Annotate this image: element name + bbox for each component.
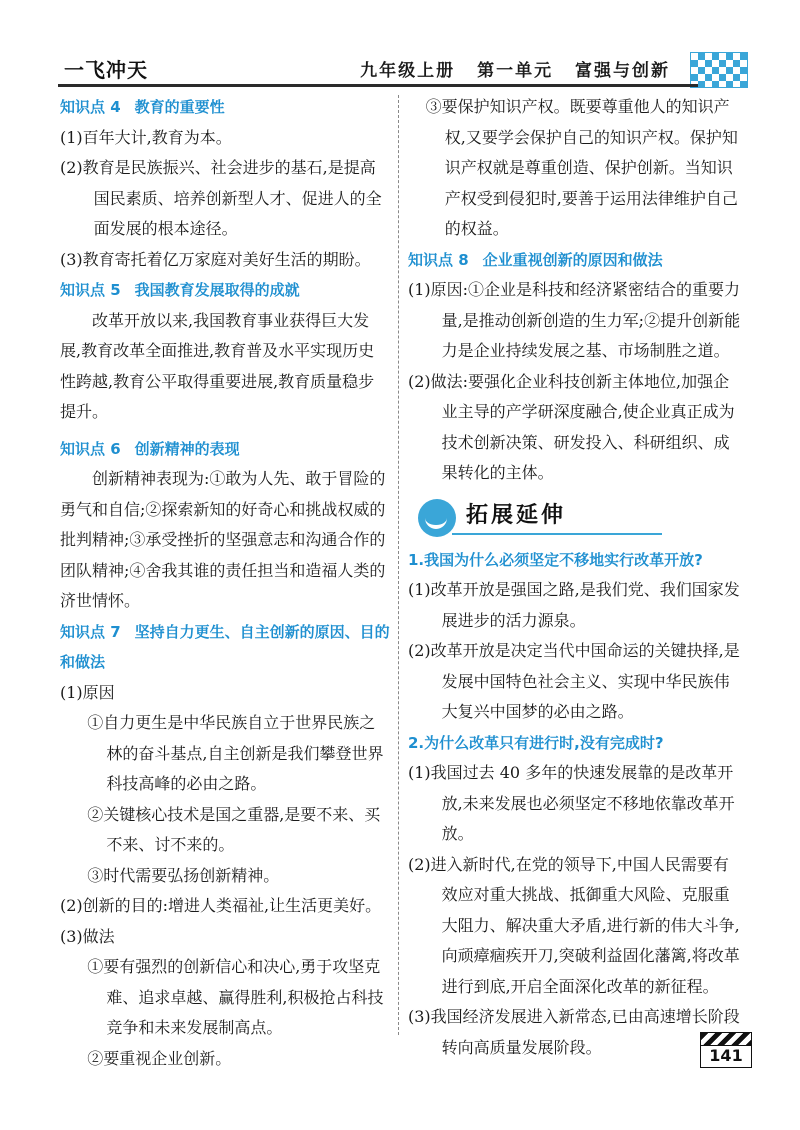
list-item: ③时代需要弘扬创新精神。	[87, 865, 280, 885]
list-item: (3)教育寄托着亿万家庭对美好生活的期盼。	[60, 249, 371, 269]
list-item: (3)我国经济发展进入新常态,已由高速增长阶段转向高质量发展阶段。	[408, 1007, 740, 1057]
list-item: (2)做法:要强化企业科技创新主体地位,加强企业主导的产学研深度融合,使企业真正成为技术创新决策、研发投入、科研组织、成果转化的主体。	[408, 371, 735, 482]
list-item: (1)我国过去 40 多年的快速发展靠的是改革开放,未来发展也必须坚定不移地依靠改革开放。	[408, 763, 735, 843]
kp-number: 知识点 8	[408, 250, 469, 269]
paragraph: 改革开放以来,我国教育事业获得巨大发展,教育改革全面推进,教育普及水平实现历史性跨越,教育公平取得重要进展,教育质量稳步提升。	[60, 310, 375, 421]
kp-title: 教育的重要性	[134, 98, 225, 116]
kp-number: 知识点 6	[60, 439, 121, 458]
page-number: 141	[700, 1045, 752, 1068]
checker-decoration	[690, 52, 748, 88]
column-divider	[398, 95, 399, 1035]
knowledge-point-5-heading	[60, 275, 390, 306]
header-grade: 九年级上册	[360, 61, 456, 81]
clapper-stripes	[700, 1032, 752, 1046]
brand-logo: 一飞冲天	[64, 58, 148, 82]
header-unit: 第一单元	[477, 61, 554, 81]
kp-number: 知识点 5	[60, 281, 121, 299]
list-item: (2)改革开放是决定当代中国命运的关键抉择,是发展中国特色社会主义、实现中华民族伟大复兴中国梦的必由之路。	[408, 641, 740, 721]
question-1: 1.我国为什么必须坚定不移地实行改革开放?	[408, 550, 703, 569]
sub-heading: (1)原因	[60, 682, 115, 702]
knowledge-point-7-heading	[60, 617, 390, 678]
list-item: (1)改革开放是强国之路,是我们党、我们国家发展进步的活力源泉。	[408, 580, 740, 630]
list-item: (2)教育是民族振兴、社会进步的基石,是提高国民素质、培养创新型人才、促进人的全面发展的根本途径。	[60, 158, 382, 238]
knowledge-point-6-heading	[60, 434, 390, 465]
header-unit-title: 富强与创新	[575, 61, 670, 81]
list-item: ②关键核心技术是国之重器,是要不来、买不来、讨不来的。	[87, 804, 381, 854]
sub-heading: (3)做法	[60, 926, 115, 946]
kp-title: 坚持自力更生、自主创新的原因、目的和做法	[60, 622, 390, 671]
extension-title: 拓展延伸	[466, 502, 567, 528]
header-rule	[58, 84, 698, 87]
list-item: (2)创新的目的:增进人类福祉,让生活更美好。	[60, 896, 382, 915]
knowledge-point-8-heading	[408, 245, 744, 276]
list-item: ③要保护知识产权。既要尊重他人的知识产权,又要学会保护自己的知识产权。保护知识产权就是尊重创造、保护创新。当知识产权受到侵犯时,要善于运用法律维护自己的权益。	[425, 97, 738, 238]
kp-title: 企业重视创新的原因和做法	[482, 250, 663, 269]
kp-number: 知识点 4	[60, 98, 121, 116]
right-column	[408, 92, 744, 1063]
paragraph: 创新精神表现为:①敢为人先、敢于冒险的勇气和自信;②探索新知的好奇心和挑战权威的批判精神;③承受挫折的坚强意志和沟通合作的团队精神;④舍我其谁的责任担当和造福人类的济世情怀。	[60, 469, 386, 610]
header-title	[346, 56, 670, 81]
list-item: (1)原因:①企业是科技和经济紧密结合的重要力量,是推动创新创造的生力军;②提升创新能力是企业持续发展之基、市场制胜之道。	[408, 280, 741, 360]
kp-title: 创新精神的表现	[134, 439, 240, 458]
question-2: 2.为什么改革只有进行时,没有完成时?	[408, 733, 664, 752]
extension-section-heading	[408, 497, 744, 541]
list-item: ①自力更生是中华民族自立于世界民族之林的奋斗基点,自主创新是我们攀登世界科技高峰的必由之路。	[87, 713, 384, 793]
list-item: (2)进入新时代,在党的领导下,中国人民需要有效应对重大挑战、抵御重大风险、克服重大阻力、解决重大矛盾,进行新的伟大斗争,向顽瘴痼疾开刀,突破利益固化藩篱,将改革进行到底,开启全面深化改革的新征程。	[408, 854, 740, 996]
extension-underline	[452, 533, 662, 535]
left-column	[60, 92, 390, 1074]
kp-title: 我国教育发展取得的成就	[134, 281, 300, 299]
page-header	[58, 52, 748, 88]
knowledge-point-4-heading	[60, 92, 390, 123]
page-number-badge	[700, 1032, 750, 1068]
list-item: (1)百年大计,教育为本。	[60, 127, 232, 147]
kp-number: 知识点 7	[60, 622, 121, 641]
list-item: ②要重视企业创新。	[87, 1048, 232, 1068]
swoosh-icon	[418, 499, 456, 537]
list-item: ①要有强烈的创新信心和决心,勇于攻坚克难、追求卓越、赢得胜利,积极抢占科技竞争和未来发展制高点。	[87, 957, 384, 1037]
